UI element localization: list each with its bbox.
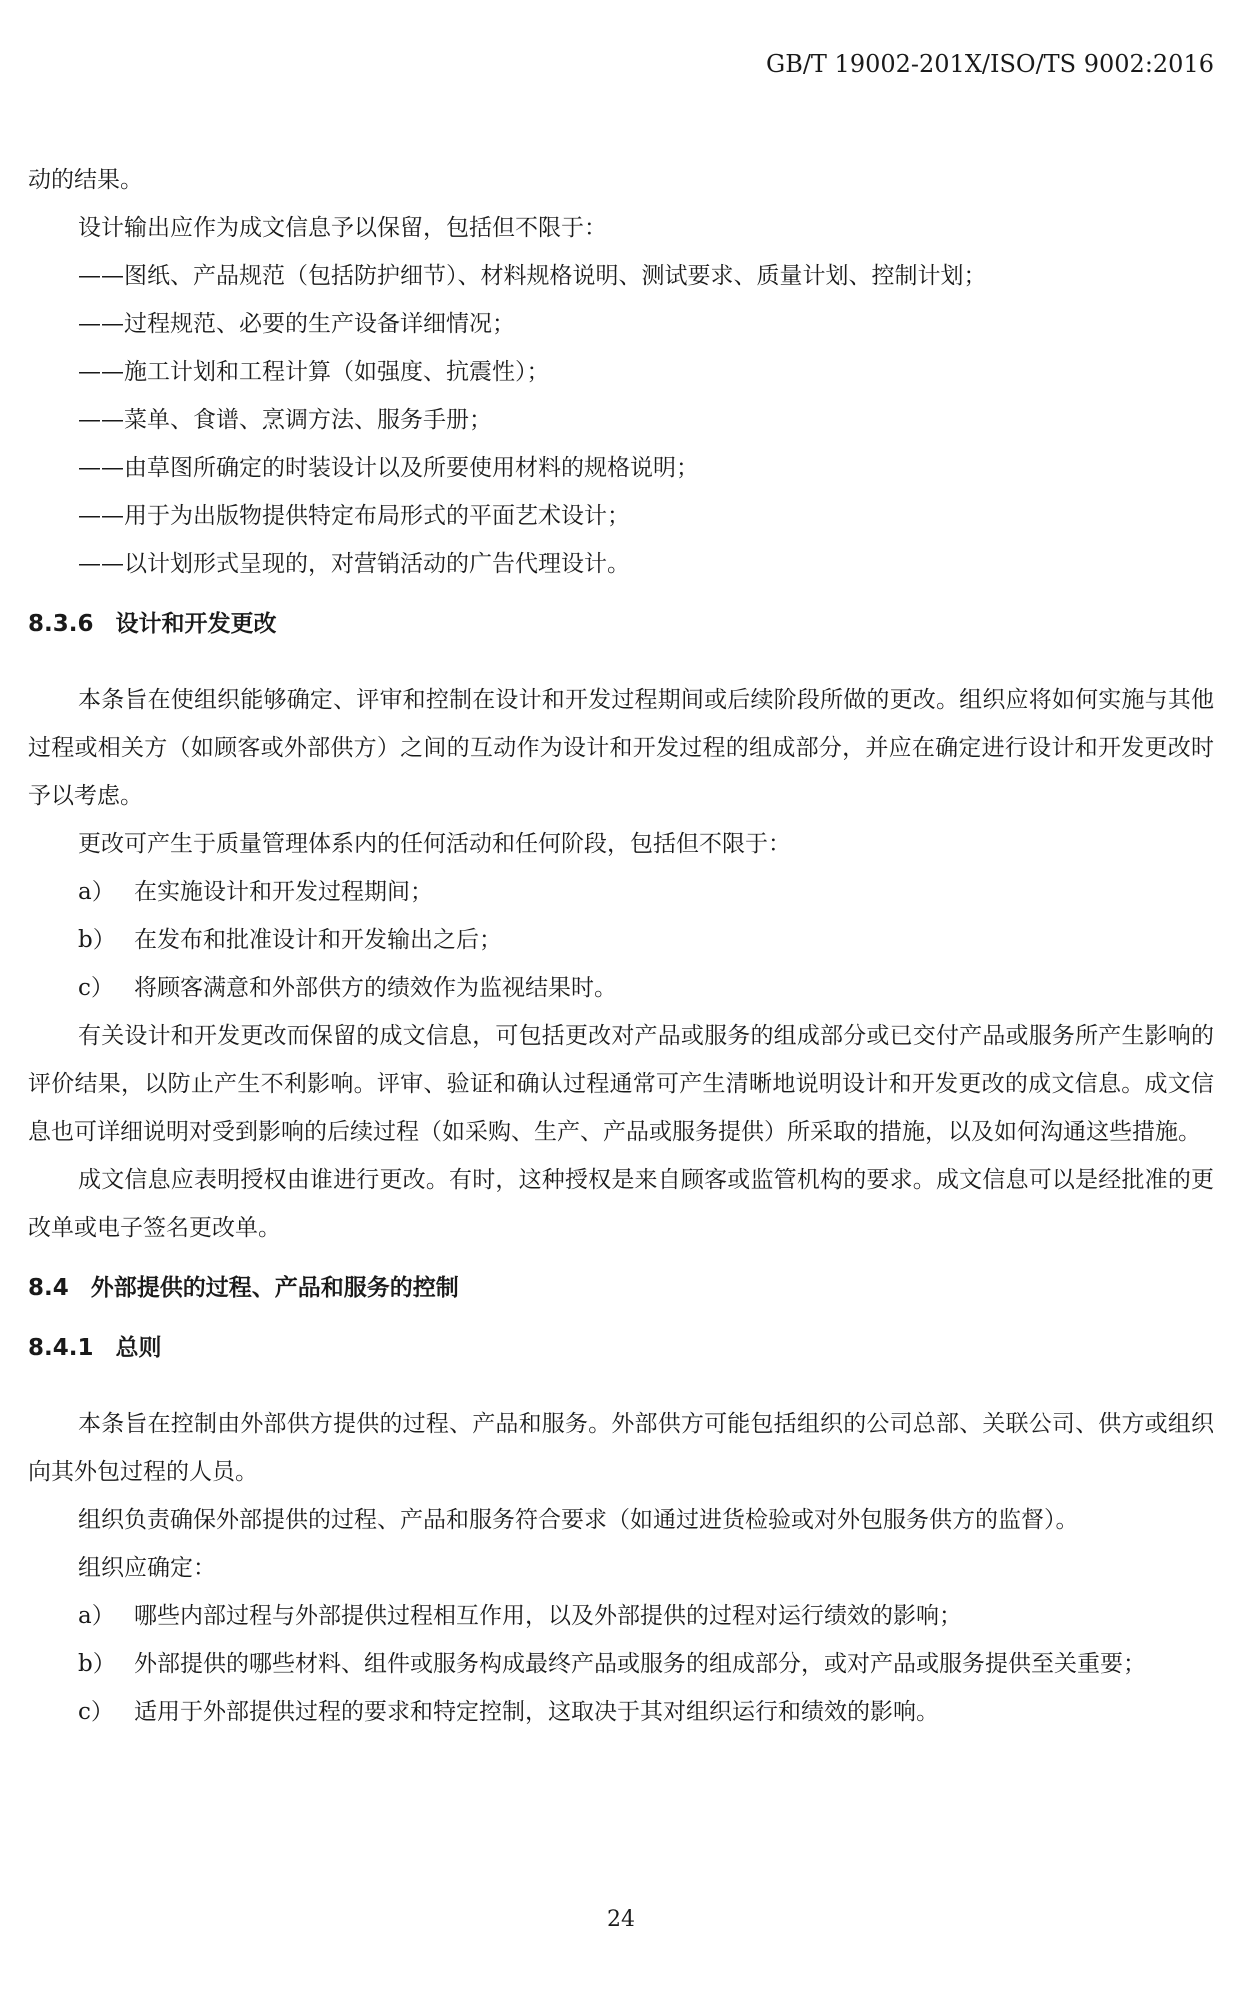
section-title: 总则 [115,1335,162,1361]
list-item-text: 在发布和批准设计和开发输出之后； [134,927,502,953]
list-item-label: a） [78,1603,115,1629]
list-item-text: 适用于外部提供过程的要求和特定控制，这取决于其对组织运行和绩效的影响。 [134,1699,939,1725]
list-item [28,868,1214,916]
paragraph: 本条旨在控制由外部供方提供的过程、产品和服务。外部供方可能包括组织的公司总部、关联公司、供方或组织向其外包过程的人员。 [28,1411,1214,1485]
list-item-text: 哪些内部过程与外部提供过程相互作用，以及外部提供的过程对运行绩效的影响； [134,1603,962,1629]
dash-item: ——由草图所确定的时装设计以及所要使用材料的规格说明； [78,455,699,481]
paragraph: 成文信息应表明授权由谁进行更改。有时，这种授权是来自顾客或监管机构的要求。成文信息可以是经批准的更改单或电子签名更改单。 [28,1167,1214,1241]
list-item-label: c） [78,975,114,1001]
list-item [28,1592,1214,1640]
section-number: 8.4.1 [28,1335,94,1361]
dash-item: ——施工计划和工程计算（如强度、抗震性）； [78,359,550,385]
continuation-paragraph: 动的结果。 [28,167,143,193]
paragraph: 更改可产生于质量管理体系内的任何活动和任何阶段，包括但不限于： [78,831,791,857]
paragraph: 组织负责确保外部提供的过程、产品和服务符合要求（如通过进货检验或对外包服务供方的监督）。 [78,1507,1079,1533]
list-item [28,1688,1214,1736]
section-title: 设计和开发更改 [115,611,277,637]
paragraph: 组织应确定： [78,1555,216,1581]
section-heading-8-4 [28,1264,1214,1312]
list-item-label: a） [78,879,115,905]
list-item-text: 将顾客满意和外部供方的绩效作为监视结果时。 [134,975,617,1001]
section-number: 8.4 [28,1275,69,1301]
dash-item: ——过程规范、必要的生产设备详细情况； [78,311,515,337]
dash-item: ——菜单、食谱、烹调方法、服务手册； [78,407,492,433]
list-item-label: b） [78,927,116,953]
section-heading-8-4-1 [28,1324,1214,1372]
page-number: 24 [607,1907,635,1932]
list-item-label: b） [78,1651,116,1677]
list-item [28,916,1214,964]
list-item [28,1640,1214,1688]
section-title: 外部提供的过程、产品和服务的控制 [90,1275,459,1301]
section-heading-8-3-6 [28,600,1214,648]
list-item-text: 外部提供的哪些材料、组件或服务构成最终产品或服务的组成部分，或对产品或服务提供至关重要； [134,1651,1146,1677]
design-output-intro: 设计输出应作为成文信息予以保留，包括但不限于： [78,215,607,241]
paragraph: 有关设计和开发更改而保留的成文信息，可包括更改对产品或服务的组成部分或已交付产品或服务所产生影响的评价结果，以防止产生不利影响。评审、验证和确认过程通常可产生清晰地说明设计和开发更改的成文信息。成文信息也可详细说明对受到影响的后续过程（如采购、生产、产品或服务提供）所采取的措施，以及如何沟通这些措施。 [28,1023,1214,1145]
paragraph: 本条旨在使组织能够确定、评审和控制在设计和开发过程期间或后续阶段所做的更改。组织应将如何实施与其他过程或相关方（如顾客或外部供方）之间的互动作为设计和开发过程的组成部分，并应在确定进行设计和开发更改时予以考虑。 [28,687,1214,809]
list-item-label: c） [78,1699,114,1725]
dash-item: ——图纸、产品规范（包括防护细节）、材料规格说明、测试要求、质量计划、控制计划； [78,263,987,289]
list-item-text: 在实施设计和开发过程期间； [134,879,433,905]
dash-item: ——以计划形式呈现的，对营销活动的广告代理设计。 [78,551,630,577]
dash-item: ——用于为出版物提供特定布局形式的平面艺术设计； [78,503,630,529]
list-item [28,964,1214,1012]
standard-code-header: GB/T 19002-201X/ISO/TS 9002:2016 [766,50,1214,78]
section-number: 8.3.6 [28,611,94,637]
